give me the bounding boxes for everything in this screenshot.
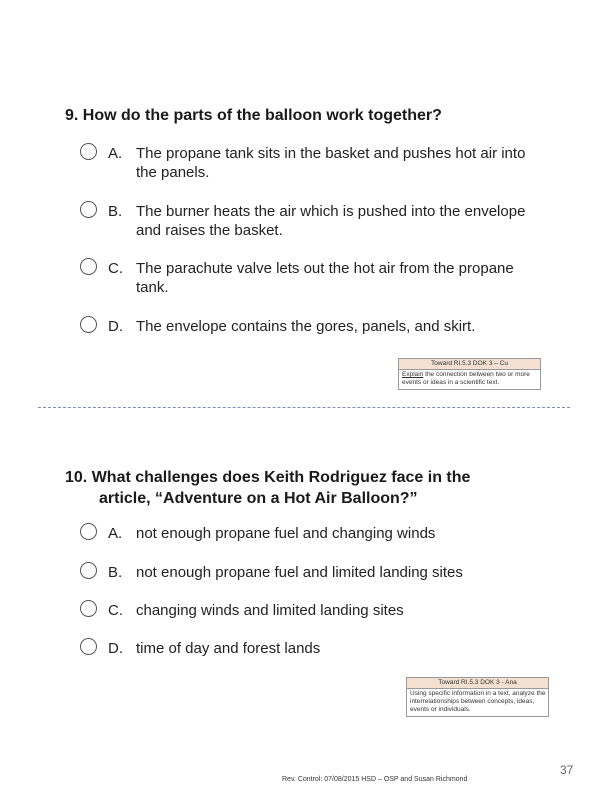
standard-text: the connection between two or more events or ideas in a scientific text.	[402, 371, 530, 386]
standard-body	[399, 370, 540, 389]
question-9-option-b[interactable]	[80, 201, 550, 241]
question-9-title: 9. How do the parts of the balloon work together?	[65, 107, 442, 124]
option-text: not enough propane fuel and limited landing sites	[136, 564, 463, 581]
question-10-title-line-1: 10. What challenges does Keith Rodriguez face in the	[65, 469, 471, 486]
option-letter: B.	[108, 564, 123, 581]
question-9-option-d[interactable]	[80, 316, 550, 338]
option-letter: D.	[108, 640, 123, 657]
standard-box-q10	[406, 677, 549, 717]
standard-header: Toward RI.5.3 DOK 3 – Cu	[399, 359, 540, 370]
option-text: not enough propane fuel and changing winds	[136, 525, 436, 542]
question-9-option-a[interactable]	[80, 143, 550, 183]
option-letter: C.	[108, 260, 123, 277]
question-9-option-c[interactable]	[80, 258, 550, 298]
radio-button[interactable]	[80, 258, 97, 275]
question-10-title	[65, 467, 470, 509]
question-10-option-d[interactable]	[80, 638, 550, 660]
section-divider	[38, 407, 570, 408]
question-10-option-c[interactable]	[80, 600, 550, 622]
question-10-option-b[interactable]	[80, 562, 550, 584]
option-text: time of day and forest lands	[136, 640, 321, 657]
option-letter: C.	[108, 602, 123, 619]
standard-body: Using specific information in a text, analyze the interrelationships between concepts, ideas, events or individuals.	[410, 690, 546, 713]
option-text: The propane tank sits in the basket and pushes hot air into the panels.	[136, 145, 526, 181]
option-text: changing winds and limited landing sites	[136, 602, 404, 619]
radio-button[interactable]	[80, 600, 97, 617]
standard-keyword: Explain	[402, 371, 424, 378]
standard-box-q9	[398, 358, 541, 390]
option-letter: B.	[108, 203, 123, 220]
question-10-title-line-2: article, “Adventure on a Hot Air Balloon?”	[99, 490, 418, 507]
option-letter: A.	[108, 525, 123, 542]
radio-button[interactable]	[80, 638, 97, 655]
radio-button[interactable]	[80, 523, 97, 540]
option-text: The parachute valve lets out the hot air from the propane tank.	[136, 260, 514, 296]
radio-button[interactable]	[80, 316, 97, 333]
radio-button[interactable]	[80, 143, 97, 160]
option-letter: D.	[108, 318, 123, 335]
page-number: 37	[560, 763, 574, 777]
radio-button[interactable]	[80, 562, 97, 579]
option-letter: A.	[108, 145, 123, 162]
option-text: The envelope contains the gores, panels, and skirt.	[136, 318, 476, 335]
option-text: The burner heats the air which is pushed into the envelope and raises the basket.	[136, 203, 526, 239]
radio-button[interactable]	[80, 201, 97, 218]
standard-header: Toward RI.5.3 DOK 3 - Ana	[407, 678, 548, 689]
question-10-option-a[interactable]	[80, 523, 550, 545]
footer-revision: Rev. Control: 07/08/2015 HSD – OSP and Susan Richmond	[282, 776, 468, 783]
